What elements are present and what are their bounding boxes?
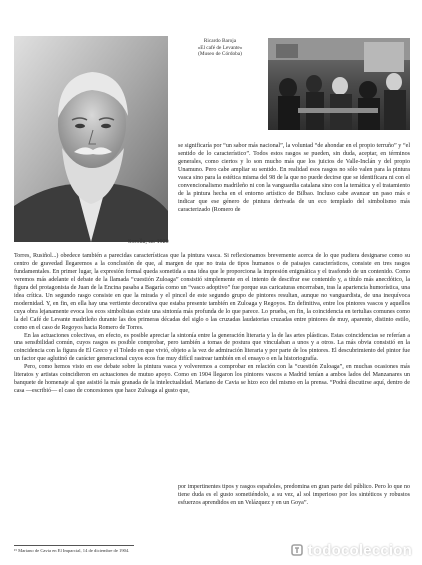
body-text-bottom — [178, 484, 410, 508]
portrait-caption: Sorolla, ca. 1920 — [128, 239, 169, 245]
caption-line: «El café de Levante» — [197, 44, 243, 51]
body-text-narrow — [178, 143, 410, 215]
paragraph: Torres, Rusiñol...) obedece también a parecidas características que la pintura vasca. Si reflexionamos brevemente acerca de lo que pudiera designarse como su centro de gravedad llegaremos a la conclusión de que, al margen de que no trata de tipos humanos o de paisajes característicos, consiste en tres rasgos fundamentales. En primer lugar, la expresión formal queda sometida a una idea que le proporciona la impresión enigmática y el trasfondo de un contenido. Como veremos más adelante el debate de la llamada “cuestión Zuloaga” consistió simplemente en el intento de descifrar ese contenido y, a título más anecdótico, la figura del protagonista de Juan de la Encina pasaba a Bagaría como un “vasco adoptivo” fue porque sus caricaturas encerraban, tras la apariencia humorística, una idea crítica. Un segundo rasgo consiste en que la mirada y el pincel de este segundo grupo de pintores resultan, aunque no vanguardista, de una inequívoca modernidad. Y, en fin, en ella hay una vertiente decorativa que estaba presente también en Zuloaga y Regoyos. En definitiva, entre los pintores vascos y aquellos cuya obra lejanamente evoca los ecos simbolistas existe una sintonía más profunda de lo que parece. Lo prueba, en fin, la coincidencia en tertulias comunes como la del Café de Levante madrileño durante las dos primeras décadas del siglo o las cruzadas laudatorias cruzadas entre pintores de muy, aparente, distinto estilo, como en el caso de Regoyos hacia Romero de Torres. — [14, 253, 410, 331]
todocoleccion-logo-icon — [289, 542, 305, 558]
paragraph: se significaría por “un sabor más nacional”, la voluntad “de ahondar en el propio terruño” y “el sentido de lo característico”. Todos estos rasgos se pueden, sin duda, aceptar, en términos generales, como ciertos y lo son mucho más que los juicios de Valle-Inclán y del propio Unamuno. Pero cabe ampliar su sentido. En realidad esos rasgos no sólo valen para la pintura vasca sino para la estética misma del 98 de la que no puede decirse que se identificara ni con el convencionalismo madrileño ni con la vanguardia catalana sino con la temática y el tratamiento de la pintura hecha en el entorno artístico de Bilbao. Incluso cabe avanzar un paso más e indicar que ese género de pintura derivada de un eco templado del simbolismo más caracterizado (Romero de — [178, 143, 410, 213]
todocoleccion-watermark — [289, 541, 412, 559]
footnote-rule — [14, 545, 134, 546]
caption-line: (Museo de Córdoba) — [198, 51, 242, 58]
cafe-painting-photo — [268, 38, 410, 130]
paragraph: En las actuaciones colectivas, en efecto, es posible apreciar la sintonía entre la generación literaria y la de las artes plásticas. Estas coincidencias se referían a una sensibilidad común, cuyos rasgos es posible comprobar, pero también a tomas de postura que vinculaban a unos y a otros. La más obvia consistió en la coincidencia con la figura de El Greco y el Toledo en que vivió, objeto a la vez de admiración literaria y por parte de los pintores. El descubrimiento del pintor fue un factor que aglutinó de carácter generacional cuyos ecos fue muy difícil rastrear también en el ensayo o en la historiografía. — [14, 332, 410, 363]
watermark-brand-text: todocoleccion — [307, 541, 412, 559]
paragraph: por impertinentes tipos y rasgos españoles, predomina en gran parte del público. Pero lo que no tiene duda es el gusto sometiéndolo, a su vez, al sol imperioso por los sintéticos y robustos esfuerzos aprendidos en un Velázquez y en un Goya”. — [178, 484, 410, 506]
caption-line: Ricardo Baroja — [203, 38, 237, 44]
cafe-photo-caption — [178, 38, 262, 58]
body-text-full — [14, 253, 410, 396]
paragraph: Pero, como hemos visto en ese debate sobre la pintura vasca y volveremos a comprobar en relación con la “cuestión Zuloaga”, en muchas ocasiones más literatos y artistas coincidieron en actuaciones de mutuo apoyo. Como en 1904 llegaron los pintores vascos a Madrid tenían a ambos lados del Manzanares un banquete de homenaje al que asistió la más granada de la intelectualidad. Mariano de Cavia se hizo eco del mismo en la prensa. “Podrá discutirse aquí, dentro de casa —escribió— el caso de concesiones que hace Zuloaga al gusto que, — [14, 364, 410, 395]
portrait-photo — [14, 36, 168, 242]
footnote: ¹⁵ Mariano de Cavia en El Imparcial, 14 de diciembre de 1904. — [14, 548, 130, 553]
